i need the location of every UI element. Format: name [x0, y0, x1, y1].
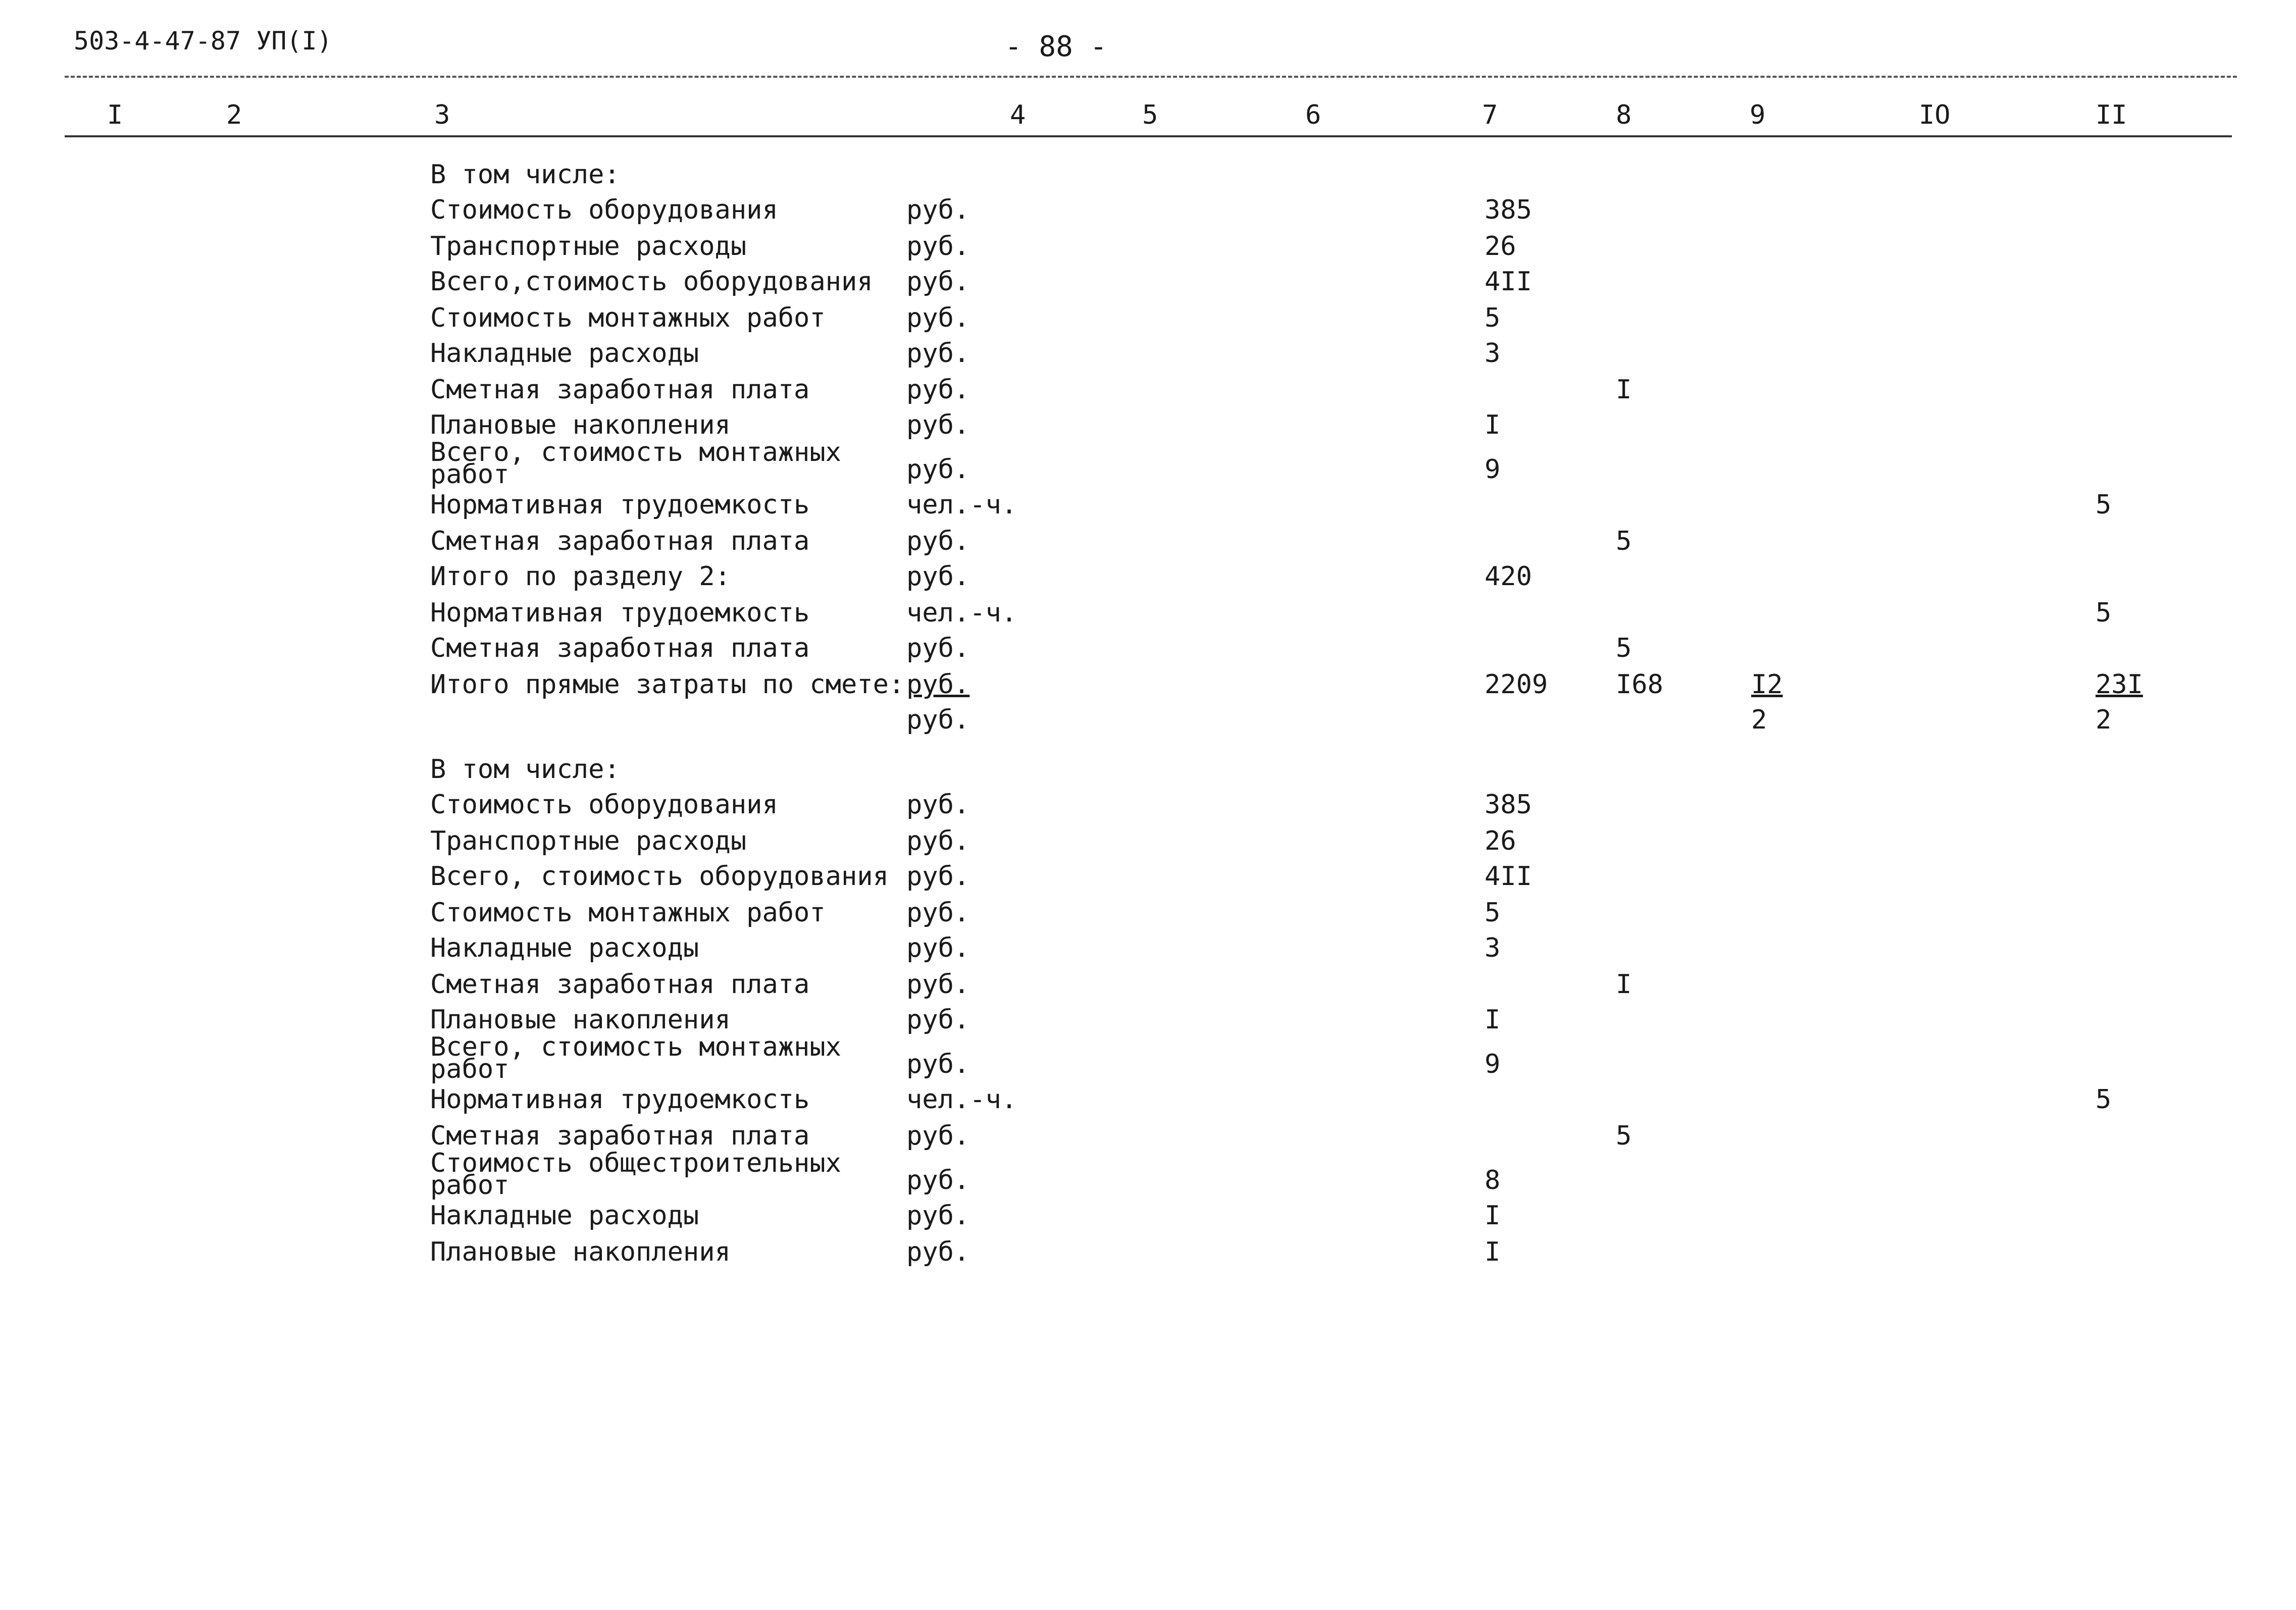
- row-value-col7: 420: [1485, 561, 1532, 592]
- row-value-col7: 2209: [1485, 669, 1548, 700]
- row-label: Всего,стоимость оборудования: [430, 267, 873, 297]
- row-unit: чел.-ч.: [906, 1084, 1017, 1115]
- row-label: В том числе:: [430, 160, 620, 190]
- table-row: [0, 1006, 2296, 1041]
- table-row: [0, 827, 2296, 862]
- row-value-col11: 2: [2096, 705, 2112, 735]
- table-row: [0, 1148, 2296, 1202]
- row-value-col7: 4II: [1485, 861, 1532, 892]
- column-number-7: 7: [1482, 100, 1498, 130]
- table-row: [0, 1122, 2296, 1157]
- row-label: Накладные расходы: [430, 933, 699, 963]
- table-row: [0, 755, 2296, 791]
- row-label: Транспортные расходы: [430, 826, 747, 856]
- row-label: Сметная заработная плата: [430, 526, 810, 556]
- row-label: Всего, стоимость монтажных работ: [430, 437, 841, 490]
- row-unit: руб.: [906, 669, 970, 700]
- column-number-6: 6: [1305, 100, 1321, 130]
- row-value-col7: I: [1485, 1201, 1501, 1231]
- row-unit: руб.: [906, 898, 970, 928]
- row-label: Стоимость монтажных работ: [430, 898, 826, 928]
- row-value-col7: 5: [1485, 898, 1501, 928]
- row-value-col7: 4II: [1485, 267, 1532, 297]
- row-unit: руб.: [906, 454, 970, 485]
- table-row: [0, 970, 2296, 1006]
- row-value-col7: 8: [1485, 1165, 1501, 1196]
- row-unit: руб.: [906, 1005, 970, 1035]
- row-value-col11: 23I: [2096, 669, 2143, 700]
- row-value-col9: I2: [1751, 669, 1783, 700]
- row-value-col8: I: [1616, 375, 1632, 405]
- row-unit: руб.: [906, 1165, 970, 1196]
- row-label: Сметная заработная плата: [430, 1121, 810, 1151]
- table-row: [0, 304, 2296, 339]
- table-row: [0, 196, 2296, 231]
- row-label: Всего, стоимость оборудования: [430, 861, 889, 892]
- row-label: Транспортные расходы: [430, 231, 747, 262]
- row-label: Стоимость оборудования: [430, 195, 778, 225]
- row-label: Стоимость общестроительных работ: [430, 1148, 841, 1201]
- row-value-col8: I68: [1616, 669, 1663, 700]
- column-number-3: 3: [434, 100, 450, 130]
- row-unit: руб.: [906, 375, 970, 405]
- row-value-col7: I: [1485, 1005, 1501, 1035]
- row-value-col9: 2: [1751, 705, 1767, 735]
- row-label: Плановые накопления: [430, 410, 731, 440]
- row-unit: руб.: [906, 410, 970, 440]
- column-number-10: IO: [1919, 100, 1951, 130]
- row-unit: руб.: [906, 526, 970, 556]
- row-label: В том числе:: [430, 754, 620, 785]
- table-row: [0, 491, 2296, 526]
- table-row: [0, 1032, 2296, 1085]
- row-label: Накладные расходы: [430, 338, 699, 369]
- row-value-col7: 5: [1485, 303, 1501, 333]
- column-number-5: 5: [1142, 100, 1158, 130]
- column-number-9: 9: [1750, 100, 1766, 130]
- row-unit: чел.-ч.: [906, 598, 1017, 628]
- row-value-col7: 385: [1485, 195, 1532, 225]
- row-unit: руб.: [906, 705, 970, 735]
- table-row: [0, 339, 2296, 375]
- row-unit: руб.: [906, 561, 970, 592]
- table-row: [0, 1238, 2296, 1273]
- row-unit: руб.: [906, 933, 970, 963]
- row-value-col7: I: [1485, 410, 1501, 440]
- row-unit: руб.: [906, 861, 970, 892]
- row-value-col11: 5: [2096, 1084, 2112, 1115]
- row-unit: руб.: [906, 790, 970, 820]
- row-label: Нормативная трудоемкость: [430, 1084, 810, 1115]
- row-label: Итого по разделу 2:: [430, 561, 731, 592]
- row-value-col8: I: [1616, 969, 1632, 1000]
- row-label: Стоимость оборудования: [430, 790, 778, 820]
- table-row: [0, 268, 2296, 303]
- column-number-1: I: [107, 100, 123, 130]
- table-row: [0, 527, 2296, 562]
- table-row: [0, 791, 2296, 826]
- row-label: Нормативная трудоемкость: [430, 598, 810, 628]
- row-label: Нормативная трудоемкость: [430, 490, 810, 520]
- row-value-col7: 3: [1485, 933, 1501, 963]
- row-value-col8: 5: [1616, 1121, 1632, 1151]
- row-unit: руб.: [906, 303, 970, 333]
- row-label: Всего, стоимость монтажных работ: [430, 1032, 841, 1084]
- row-unit: руб.: [906, 1237, 970, 1267]
- row-unit: руб.: [906, 1201, 970, 1231]
- table-row: [0, 437, 2296, 491]
- table-row: [0, 376, 2296, 411]
- row-unit: руб.: [906, 1121, 970, 1151]
- row-value-col11: 5: [2096, 490, 2112, 520]
- column-number-2: 2: [226, 100, 242, 130]
- row-value-col7: 9: [1485, 1049, 1501, 1079]
- row-label: Сметная заработная плата: [430, 633, 810, 663]
- table-row: [0, 899, 2296, 934]
- table-row: [0, 862, 2296, 898]
- row-label: Итого прямые затраты по смете:: [430, 669, 905, 700]
- row-value-col8: 5: [1616, 526, 1632, 556]
- row-value-col7: 26: [1485, 231, 1516, 262]
- table-row: [0, 562, 2296, 598]
- row-unit: руб.: [906, 195, 970, 225]
- table-row: [0, 161, 2296, 196]
- table-row: [0, 634, 2296, 669]
- row-label: Накладные расходы: [430, 1201, 699, 1231]
- row-unit: чел.-ч.: [906, 490, 1017, 520]
- table-row: [0, 232, 2296, 268]
- row-label: Сметная заработная плата: [430, 969, 810, 1000]
- table-row: [0, 411, 2296, 446]
- column-number-8: 8: [1616, 100, 1632, 130]
- row-value-col7: 3: [1485, 338, 1501, 369]
- row-unit: руб.: [906, 969, 970, 1000]
- table-row: [0, 706, 2296, 741]
- table-row: [0, 934, 2296, 969]
- row-value-col8: 5: [1616, 633, 1632, 663]
- row-value-col11: 5: [2096, 598, 2112, 628]
- row-value-col7: 26: [1485, 826, 1516, 856]
- page-number: - 88 -: [1005, 30, 1107, 63]
- table-row: [0, 670, 2296, 706]
- row-label: Стоимость монтажных работ: [430, 303, 826, 333]
- row-unit: руб.: [906, 1049, 970, 1079]
- row-value-col7: 385: [1485, 790, 1532, 820]
- table-row: [0, 599, 2296, 634]
- document-code: 503-4-47-87 УП(I): [74, 26, 332, 56]
- row-unit: руб.: [906, 826, 970, 856]
- column-number-4: 4: [1010, 100, 1026, 130]
- row-label: Сметная заработная плата: [430, 375, 810, 405]
- row-value-col7: I: [1485, 1237, 1501, 1267]
- row-unit: руб.: [906, 267, 970, 297]
- table-row: [0, 1085, 2296, 1121]
- row-unit: руб.: [906, 231, 970, 262]
- row-unit: руб.: [906, 338, 970, 369]
- row-label: Плановые накопления: [430, 1237, 731, 1267]
- row-label: Плановые накопления: [430, 1005, 731, 1035]
- row-value-col7: 9: [1485, 454, 1501, 485]
- column-number-11: II: [2096, 100, 2127, 130]
- table-row: [0, 1202, 2296, 1237]
- row-unit: руб.: [906, 633, 970, 663]
